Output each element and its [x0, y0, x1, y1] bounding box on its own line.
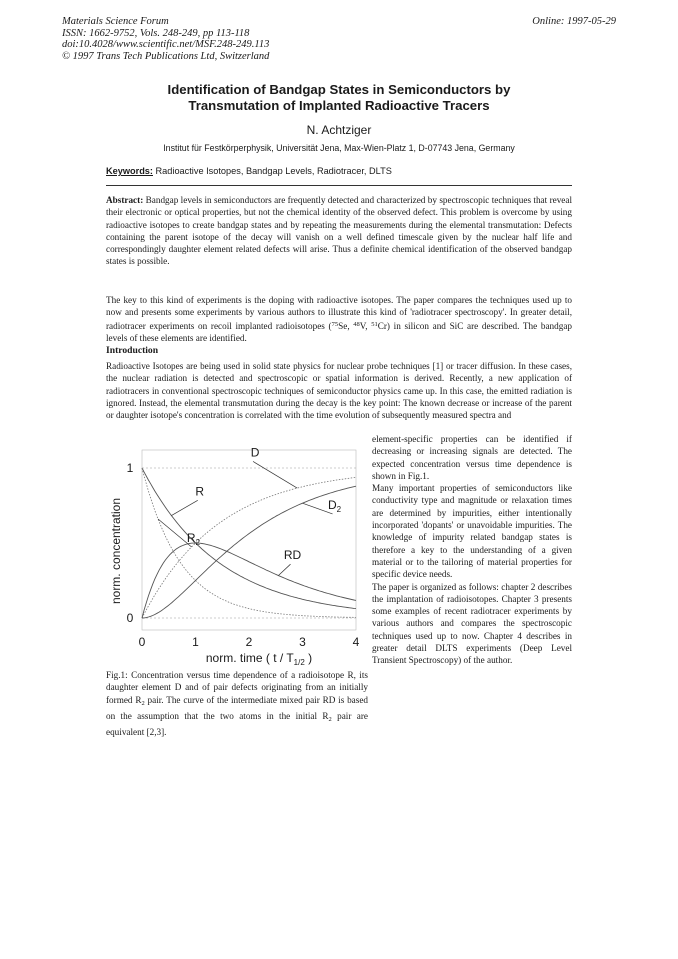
- chart-labels: [109, 445, 342, 667]
- divider: [106, 185, 572, 186]
- online-date: Online: 1997-05-29: [532, 16, 616, 27]
- author: N. Achtziger: [306, 123, 372, 137]
- keywords-label: Keywords:: [106, 166, 153, 176]
- iso2: V,: [359, 320, 372, 331]
- plot-border: [142, 450, 356, 630]
- paper-title: [0, 82, 678, 113]
- series-d-label: D: [250, 445, 260, 460]
- series-rd-pointer: [278, 564, 290, 575]
- journal-header: [62, 16, 269, 62]
- abstract-text-2a: The key to this kind of experiments is the doping with radioactive isotopes. The paper compares the techniques used up to now and presents some experiments by various authors to illustrate this kind of 'radiotracer spectroscopy'. In greater detail, radiotracer experiments on recoil implanted radioisotopes (: [106, 295, 572, 331]
- copyright-line: © 1997 Trans Tech Publications Ltd, Switzerland: [62, 50, 270, 62]
- series-r2-line: [142, 468, 356, 617]
- abstract-text-1: Bandgap levels in semiconductors are frequently detected and characterized by spectroscopic techniques that reveal their electronic or optical properties, but not the chemical identity of the observed defect. This problem is overcome by using radioactive isotopes to create bandgap states and by repeating the measurements during the elemental transmutation: Defects containing the parent isotope of the decay will vanish on a well defined timescale given by the nuclear half life and correspondingly daughter element related defects will arise. Thus a definite chemical identification of the observed bandgap states is possible.: [106, 195, 573, 267]
- intro-col-paragraph-2: Many important properties of semiconductors like conductivity type and magnitude or relaxation times are determined by impurities, either intentionally incorporated 'dopants' or unavoidable impurities. The knowledge of impurity related bandgap states is therefore a key to the understanding of a given material or to the tailoring of material properties for specific device needs.: [372, 483, 572, 580]
- abstract-text-2b: ) in silicon and SiC are described. The bandgap levels of these elements are identified.: [106, 320, 573, 343]
- journal-name: Materials Science Forum: [62, 16, 169, 27]
- iso1-mass: 75: [331, 320, 339, 328]
- caption-part-a: Fig.1: Concentration versus time dependence of a radioisotope R, its daughter element D and of pair defects originating from an initially formed R: [106, 670, 368, 705]
- caption-part-b: pair. The curve of the intermediate mixed pair RD is based on the assumption that the two atoms in the initial R: [106, 694, 368, 721]
- doi-link[interactable]: doi:10.4028/www.scientific.net/MSF.248-249.113: [62, 39, 270, 51]
- abstract-paragraph-2: [106, 294, 572, 344]
- keywords: [106, 166, 392, 176]
- chart-curves: [142, 468, 356, 618]
- series-r2-label: $R_2$: [186, 530, 201, 547]
- right-column-text: [372, 433, 572, 667]
- y-axis-label: norm. concentration: [109, 497, 123, 605]
- concentration-chart: [108, 440, 370, 668]
- intro-col-paragraph-1: element-specific properties can be identified if decreasing or increasing signals are detected. The expected concentration versus time dependence is shown in Fig.1.: [372, 434, 572, 481]
- abstract-paragraph-1: [106, 194, 572, 268]
- x-axis-label: norm. time ( t / $T_{1/2}$ ): [205, 651, 313, 667]
- iso1: Se,: [338, 320, 354, 331]
- series-r-line: [142, 468, 356, 609]
- x-tick-label: 0: [138, 635, 146, 649]
- issn-line: ISSN: 1662-9752, Vols. 248-249, pp 113-118: [62, 27, 250, 39]
- series-r-pointer: [171, 500, 197, 515]
- series-d-line: [142, 477, 356, 618]
- affiliation: Institut für Festkörperphysik, Universität Jena, Max-Wien-Platz 1, D-07743 Jena, Germany: [163, 143, 515, 153]
- iso2-mass: 48: [353, 320, 360, 328]
- plot-area: [142, 450, 356, 630]
- section-heading-introduction: Introduction: [106, 345, 159, 356]
- iso3-mass: 51: [371, 320, 378, 328]
- title-line-1: Identification of Bandgap States in Semiconductors by: [167, 82, 511, 97]
- caption-sub-b: 2: [328, 715, 332, 723]
- series-d-pointer: [253, 461, 297, 488]
- y-tick-label: 1: [126, 461, 134, 475]
- figure-caption: [106, 669, 368, 738]
- abstract-label: Abstract:: [106, 195, 144, 205]
- x-tick-label: 2: [245, 635, 253, 649]
- title-line-2: Transmutation of Implanted Radioactive Tracers: [188, 97, 490, 113]
- x-tick-label: 3: [299, 635, 306, 649]
- caption-sub-a: 2: [141, 699, 145, 707]
- x-tick-label: 4: [352, 635, 360, 649]
- series-rd-label: RD: [283, 548, 302, 563]
- intro-paragraph: Radioactive Isotopes are being used in solid state physics for nuclear probe techniques [1] or tracer diffusion. In these cases, the nuclear radiation is detected and spectroscopic or spatial information is derived. Recently, a new application of radiotracers in conventional spectroscopic techniques of semiconductor physics came up. In this case, the emitted radiation is ignored. Instead, the elemental transmutation during the decay is the key point: The known decrease or increase of the parent or daughter isotope's concentration is correlated with the time evolution of subsequently measured spectra and: [106, 361, 572, 421]
- x-tick-label: 1: [192, 635, 199, 649]
- series-r-label: R: [195, 484, 205, 499]
- series-d2-label: $D_2$: [327, 497, 342, 514]
- keywords-list: Radioactive Isotopes, Bandgap Levels, Radiotracer, DLTS: [155, 166, 392, 176]
- y-tick-label: 0: [126, 611, 134, 625]
- caption-part-c: pair are equivalent [2,3].: [106, 710, 368, 738]
- iso3: Cr: [377, 320, 387, 331]
- intro-col-paragraph-3: The paper is organized as follows: chapter 2 describes the implantation of radioisotopes. Chapter 3 presents some examples of recent radiotracer experiments by various authors and compares the spectroscopic techniques used up to now. Chapter 4 describes in greater detail DLTS experiments (Deep Level Transient Spectroscopy) of the author.: [372, 581, 572, 666]
- chart-ticks: [127, 461, 360, 649]
